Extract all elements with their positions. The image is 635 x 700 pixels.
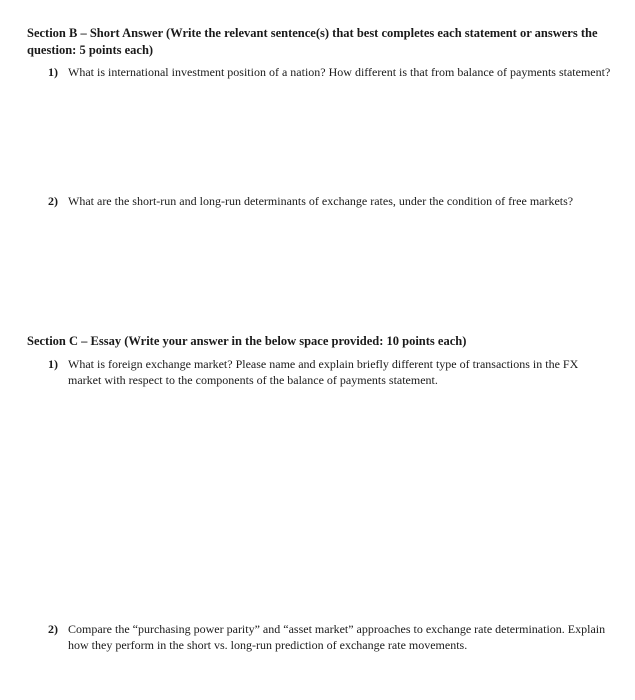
section-b-question-2 bbox=[48, 193, 614, 209]
section-c-question-1 bbox=[48, 356, 614, 388]
section-b-question-1 bbox=[48, 64, 614, 80]
question-text: Compare the “purchasing power parity” and “asset market” approaches to exchange rate determination. Explain how they perform in the short vs. long-run prediction of exchange rate movements. bbox=[68, 622, 606, 652]
question-number: 2) bbox=[48, 622, 58, 636]
section-b-heading: Section B – Short Answer (Write the relevant sentence(s) that best completes each statement or answers the question: 5 points each) bbox=[27, 26, 598, 57]
question-number: 2) bbox=[48, 194, 58, 208]
section-c-question-2 bbox=[48, 621, 614, 653]
question-text: What are the short-run and long-run determinants of exchange rates, under the condition of free markets? bbox=[68, 194, 574, 208]
section-c-heading: Section C – Essay (Write your answer in the below space provided: 10 points each) bbox=[27, 334, 467, 348]
question-number: 1) bbox=[48, 357, 58, 371]
question-text: What is international investment position of a nation? How different is that from balance of payments statement? bbox=[68, 65, 611, 79]
question-text: What is foreign exchange market? Please name and explain briefly different type of transactions in the FX market with respect to the components of the balance of payments statement. bbox=[68, 357, 579, 387]
question-number: 1) bbox=[48, 65, 58, 79]
